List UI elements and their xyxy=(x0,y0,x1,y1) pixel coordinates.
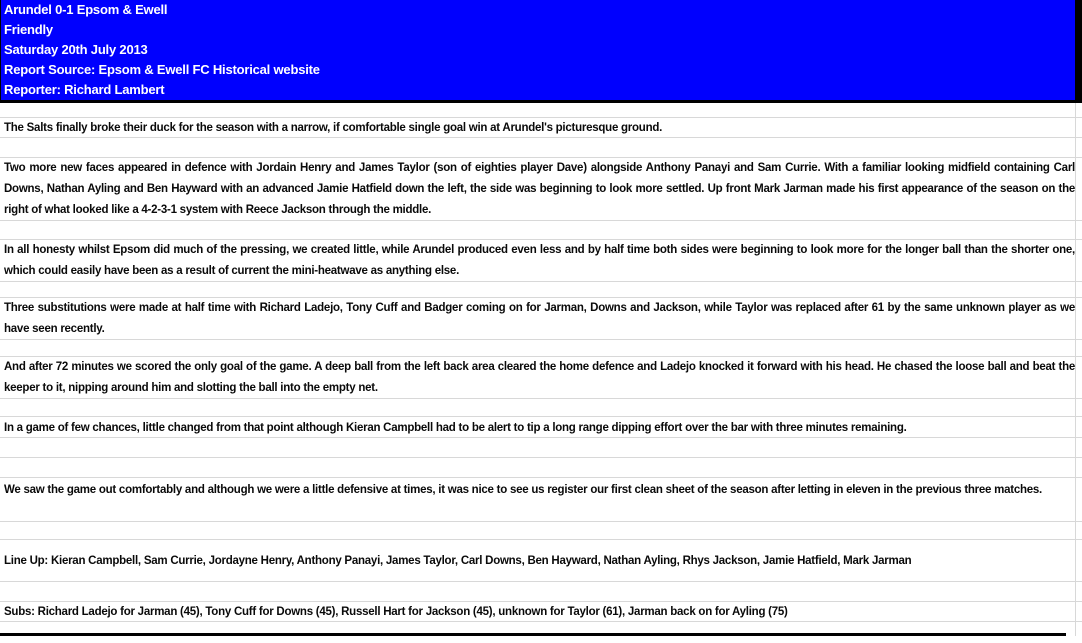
report-paragraph: We saw the game out comfortably and although we were a little defensive at times, it was nice to see us register our first clean sheet of the season after letting in eleven in the previous three matches. xyxy=(4,484,1043,496)
vertical-gridline xyxy=(1075,103,1076,636)
empty-row xyxy=(0,438,1082,458)
line-up-row xyxy=(0,540,1082,582)
paragraph-row xyxy=(0,417,1082,438)
subs-row xyxy=(0,602,1082,622)
report-paragraph: And after 72 minutes we scored the only goal of the game. A deep ball from the left back area cleared the home defence and Ladejo knocked it forward with his head. He chased the loose ball and beat the keeper to it, nipping around him and slotting the ball into the empty net. xyxy=(4,361,1075,394)
match-date: Saturday 20th July 2013 xyxy=(4,42,148,57)
paragraph-row xyxy=(0,357,1082,399)
competition: Friendly xyxy=(4,22,53,37)
report-paragraph: The Salts finally broke their duck for the season with a narrow, if comfortable single goal win at Arundel's picturesque ground. xyxy=(4,122,663,134)
report-paragraph: Three substitutions were made at half time with Richard Ladejo, Tony Cuff and Badger coming on for Jarman, Downs and Jackson, while Taylor was replaced after 61 by the same unknown player as we have seen recently. xyxy=(4,302,1075,335)
subs-text: Subs: Richard Ladejo for Jarman (45), Tony Cuff for Downs (45), Russell Hart for Jackson (45), unknown for Taylor (61), Jarman back on for Ayling (75) xyxy=(4,606,788,618)
bottom-border-line xyxy=(0,633,1066,636)
empty-row xyxy=(0,138,1082,158)
paragraph-row xyxy=(0,240,1082,282)
report-header xyxy=(0,0,1082,103)
report-paragraph: In a game of few chances, little changed from that point although Kieran Campbell had to be alert to tip a long range dipping effort over the bar with three minutes remaining. xyxy=(4,422,907,434)
report-body xyxy=(0,103,1082,636)
report-paragraph: Two more new faces appeared in defence with Jordain Henry and James Taylor (son of eighties player Dave) alongside Anthony Panayi and Sam Currie. With a familiar looking midfield containing Carl Downs, Nathan Ayling and Ben Hayward with an advanced Jamie Hatfield down the left, the side was beginning to look more settled. Up front Mark Jarman made his first appearance of the season on the right of what looked like a 4-2-3-1 system with Reece Jackson through the middle. xyxy=(4,162,1075,216)
paragraph-row xyxy=(0,298,1082,340)
empty-row xyxy=(0,221,1082,240)
paragraph-row xyxy=(0,118,1082,138)
paragraph-row xyxy=(0,158,1082,221)
header-right-border xyxy=(1075,0,1082,100)
paragraph-row xyxy=(0,478,1082,522)
empty-row xyxy=(0,103,1082,118)
empty-row xyxy=(0,522,1082,540)
reporter: Reporter: Richard Lambert xyxy=(4,82,165,97)
empty-row xyxy=(0,582,1082,602)
empty-row xyxy=(0,282,1082,298)
empty-row xyxy=(0,340,1082,357)
line-up-text: Line Up: Kieran Campbell, Sam Currie, Jordayne Henry, Anthony Panayi, James Taylor, Carl Downs, Ben Hayward, Nathan Ayling, Rhys Jackson, Jamie Hatfield, Mark Jarman xyxy=(4,554,912,567)
empty-row xyxy=(0,399,1082,417)
report-source: Report Source: Epsom & Ewell FC Historical website xyxy=(4,62,320,77)
match-result: Arundel 0-1 Epsom & Ewell xyxy=(4,2,168,17)
report-paragraph: In all honesty whilst Epsom did much of the pressing, we created little, while Arundel produced even less and by half time both sides were beginning to look more for the longer ball than the shorter one, which could easily have been as a result of current the mini-heatwave as anything else. xyxy=(4,244,1075,277)
empty-row xyxy=(0,458,1082,478)
